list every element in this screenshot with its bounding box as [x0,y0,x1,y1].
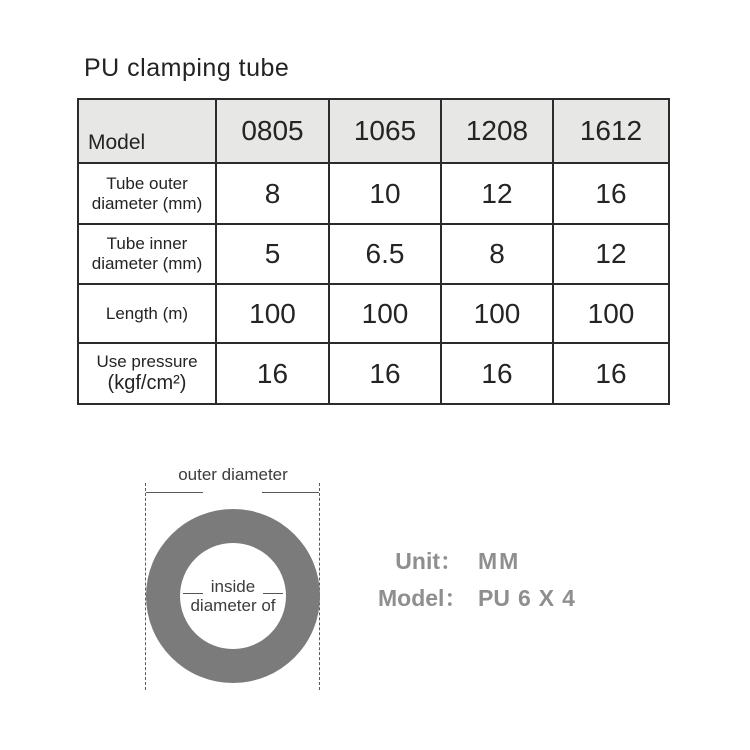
table-row-use-pressure [78,343,669,404]
row-label-line: Length (m) [105,303,189,323]
table-row-inner-diameter [78,224,669,284]
model-label: Model： [378,585,468,611]
unit-value: MM [478,548,521,574]
model-prefix: PU [478,585,510,611]
model-inner-digit: 6 [517,585,531,611]
row-label-line: Tube outer [106,173,188,193]
table-cell: 16 [553,163,669,224]
column-header-0805: 0805 [216,99,329,163]
table-cell: 5 [216,224,329,284]
model-corner-cell [78,99,216,163]
inside-diameter-label-line1: inside [210,577,256,596]
table-cell: 16 [329,343,441,404]
table-cell: 16 [553,343,669,404]
row-label-outer-diameter [78,163,216,224]
unit-label: Unit： [395,548,463,574]
inner-dimension-tick-right [263,593,283,594]
row-label-line: diameter (mm) [91,254,203,273]
table-cell: 10 [329,163,441,224]
row-label-line: (kgf/cm²) [107,372,187,394]
page-title: PU clamping tube [84,54,290,82]
row-label-line: Tube inner [106,234,188,253]
row-label-inner-diameter [78,224,216,284]
table-cell: 8 [216,163,329,224]
table-row-length [78,284,669,343]
column-header-1065: 1065 [329,99,441,163]
table-cell: 16 [216,343,329,404]
dimension-line-right [262,492,319,493]
tube-cross-section [146,509,320,683]
model-outer-digit: 4 [562,585,575,611]
model-value [478,584,575,612]
tube-bore [180,543,286,649]
table-header-row [78,99,669,163]
model-legend [378,547,575,612]
row-label-line: Use pressure [96,352,198,371]
inner-dimension-tick-left [183,593,203,594]
model-separator: X [538,585,555,611]
column-header-1612: 1612 [553,99,669,163]
spec-table [77,98,670,405]
column-header-1208: 1208 [441,99,553,163]
table-cell: 16 [441,343,553,404]
table-cell: 6.5 [329,224,441,284]
table-cell: 100 [329,284,441,343]
model-corner-label: Model [88,131,146,154]
table-cell: 12 [553,224,669,284]
row-label-use-pressure [78,343,216,404]
inside-diameter-label-line2: diameter of [190,596,276,615]
table-cell: 12 [441,163,553,224]
row-label-line: diameter (mm) [91,193,203,213]
outer-diameter-label: outer diameter [178,465,288,484]
row-label-length [78,284,216,343]
table-cell: 8 [441,224,553,284]
table-cell: 100 [553,284,669,343]
table-row-outer-diameter [78,163,669,224]
table-cell: 100 [216,284,329,343]
table-cell: 100 [441,284,553,343]
dimension-line-left [146,492,203,493]
